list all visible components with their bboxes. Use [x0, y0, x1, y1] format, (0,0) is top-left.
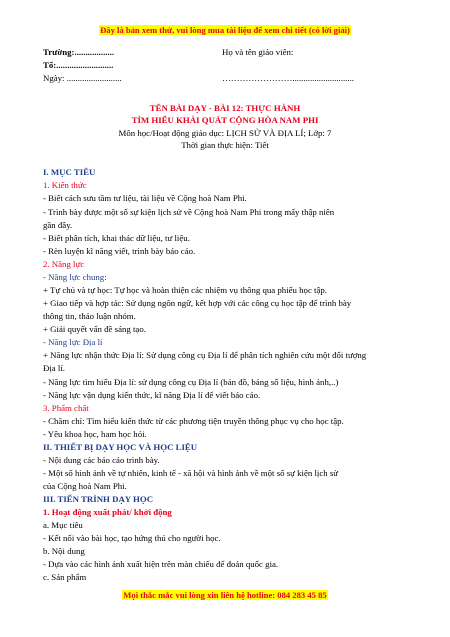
- lesson-title-line1: TÊN BÀI DẠY - BÀI 12: THỰC HÀNH: [149, 103, 301, 113]
- heading-knowledge: 1. Kiến thức: [43, 180, 87, 190]
- geography-item: - Năng lực vận dụng kiến thức, kĩ năng Địa lí để viết báo cáo.: [43, 390, 261, 400]
- competence-item: + Tự chủ và tự học: Tự học và hoàn thiện các nhiệm vụ thông qua phiếu học tập.: [43, 285, 327, 295]
- time-line: Thời gian thực hiện: Tiết: [181, 140, 269, 150]
- competence-item-cont: thông tin, thảo luận nhóm.: [43, 311, 136, 321]
- lesson-title-line2: TÌM HIỂU KHÁI QUÁT CỘNG HÒA NAM PHI: [131, 115, 319, 125]
- subheading-geography-competence: - Năng lực Địa lí: [43, 337, 103, 347]
- equipment-item: - Một số hình ảnh về tự nhiên, kinh tế - xã hội và hình ảnh về một số sự kiện lịch sử: [43, 468, 339, 478]
- geography-item: + Năng lực nhận thức Địa lí: Sử dụng công cụ Địa lí để phân tích nghiên cứu một đối tượng: [43, 350, 367, 360]
- hotline-banner: Mọi thắc mắc vui lòng xin liên hệ hotline: 084 283 45 85: [123, 590, 327, 600]
- knowledge-item: - Biết phân tích, khai thác dữ liệu, tư liệu.: [43, 233, 190, 243]
- department-field: Tổ:..........................: [43, 60, 114, 70]
- teacher-name-dots: ……………………............................: [222, 73, 354, 83]
- section-objectives: I. MỤC TIÊU: [43, 167, 96, 177]
- label-product: c. Sản phẩm: [43, 572, 87, 582]
- date-field: Ngày: .........................: [43, 73, 122, 83]
- knowledge-item: - Rèn luyện kĩ năng viết, trình bày báo cáo.: [43, 246, 196, 256]
- knowledge-item-cont: gần đây.: [43, 220, 73, 230]
- content-item: - Dựa vào các hình ảnh xuất hiện trên màn chiếu để đoán quốc gia.: [43, 559, 279, 569]
- quality-item: - Chăm chỉ: Tìm hiểu kiến thức từ các phương tiện truyền thông phục vụ cho học tập.: [43, 416, 344, 426]
- section-process: III. TIẾN TRÌNH DẠY HỌC: [43, 494, 154, 504]
- equipment-item-cont: của Cộng hoà Nam Phi.: [43, 481, 127, 491]
- geography-item: - Năng lực tìm hiểu Địa lí: sử dụng công cụ Địa lí (bản đồ, bảng số liệu, hình ảnh,..): [43, 377, 339, 387]
- heading-competence: 2. Năng lực: [43, 259, 85, 269]
- label-content: b. Nội dung: [43, 546, 85, 556]
- label-objective: a. Mục tiêu: [43, 520, 83, 530]
- section-equipment: II. THIẾT BỊ DẠY HỌC VÀ HỌC LIỆU: [43, 442, 198, 452]
- subheading-general-competence: - Năng lực chung:: [43, 272, 107, 282]
- objective-item: - Kết nối vào bài học, tạo hứng thú cho người học.: [43, 533, 221, 543]
- heading-qualities: 3. Phẩm chất: [43, 403, 89, 413]
- equipment-item: - Nội dung các báo cáo trình bày.: [43, 455, 160, 465]
- teacher-name-label: Họ và tên giáo viên:: [222, 47, 294, 57]
- school-field: Trường:..................: [43, 47, 115, 57]
- knowledge-item: - Trình bày được một số sự kiện lịch sử về Cộng hoà Nam Phi trong mấy thập niên: [43, 207, 335, 217]
- competence-item: + Giao tiếp và hợp tác: Sử dụng ngôn ngữ, kết hợp với các công cụ học tập để trình bày: [43, 298, 352, 308]
- subject-line: Môn học/Hoạt động giáo dục: LỊCH SỬ VÀ ĐỊA LÍ; Lớp: 7: [118, 128, 332, 138]
- quality-item: - Yêu khoa học, ham học hỏi.: [43, 429, 147, 439]
- geography-item-cont: Địa lí.: [43, 363, 65, 373]
- knowledge-item: - Biết cách sưu tầm tư liệu, tài liệu về Cộng hoà Nam Phi.: [43, 193, 247, 203]
- competence-item: + Giải quyết vấn đề sáng tạo.: [43, 324, 146, 334]
- heading-warmup-activity: 1. Hoạt động xuất phát/ khởi động: [43, 507, 172, 517]
- preview-notice-banner: Đây là bản xem thử, vui lòng mua tài liệu để xem chi tiết (có lời giải): [100, 25, 350, 35]
